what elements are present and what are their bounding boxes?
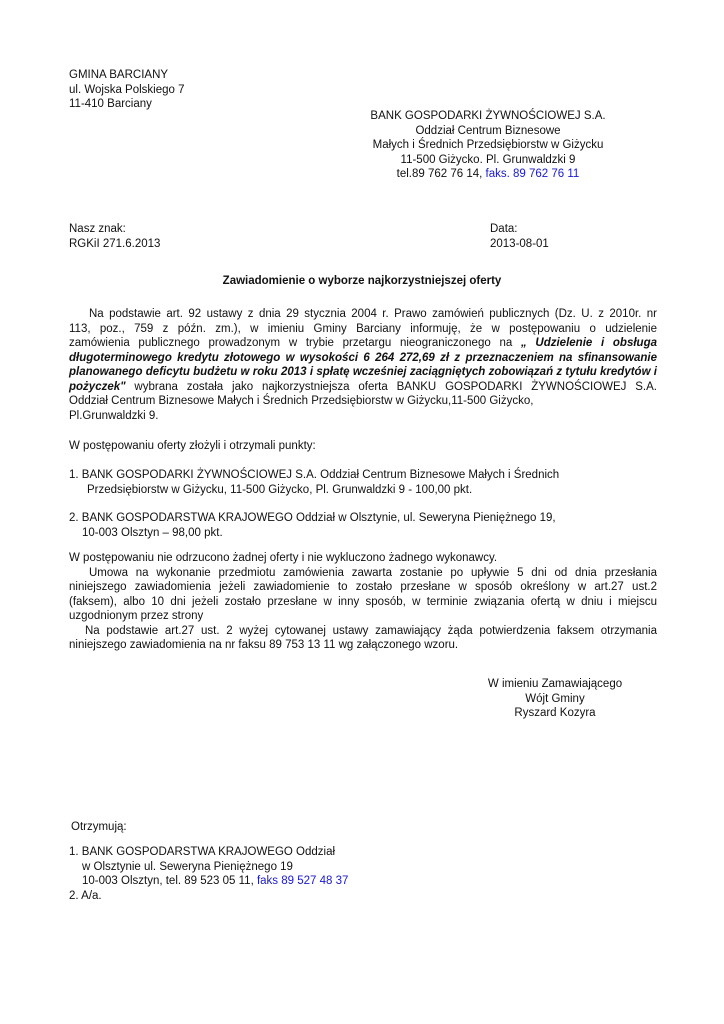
sender-name: GMINA BARCIANY — [69, 69, 169, 81]
offer-2-line-1: 2. BANK GOSPODARSTWA KRAJOWEGO Oddział w Olsztynie, ul. Seweryna Pieniężnego 19, — [69, 512, 556, 524]
p4-line-2: niniejszego zawiadomienia jeżeli zawiadomienie to zostało przesłane w sposób określony w art.27 ust.2 — [69, 581, 657, 593]
offer-item-2 — [69, 511, 556, 540]
p1-line-6: pożyczek" wybrana została jako najkorzystniejsza oferta BANKU GOSPODARKI ŻYWNOŚCIOWEJ S.A. — [69, 380, 657, 393]
receiver-1-line-2: w Olsztynie ul. Seweryna Pieniężnego 19 — [82, 860, 293, 873]
p5-line-1: Na podstawie art.27 ust. 2 wyżej cytowanej ustawy zamawiający żąda potwierdzenia faksem otrzymania — [85, 624, 657, 637]
sender-city: 11-410 Barciany — [69, 98, 152, 110]
reference-block — [69, 222, 160, 251]
p1-line-2: 113, poz., 759 z późn. zm.), w imieniu Gminy Barciany informuję, że w postępowaniu o udzielenie — [69, 322, 657, 335]
date-label: Data: — [490, 223, 518, 235]
signature-line-1: W imieniu Zamawiającego — [487, 678, 623, 690]
offer-1-line-1: 1. BANK GOSPODARKI ŻYWNOŚCIOWEJ S.A. Oddział Centrum Biznesowe Małych i Średnich — [69, 469, 560, 481]
paragraph-contract — [69, 551, 657, 653]
receivers-list — [69, 845, 348, 903]
p5-line-2: niniejszego zawiadomienia na nr faksu 89 753 13 11 wg załączonego wzoru. — [69, 639, 459, 651]
reference-value: RGKiI 271.6.2013 — [69, 237, 161, 250]
p1-line-4: długoterminowego kredytu złotowego w wysokości 6 264 272,69 zł z przeznaczeniem na sfinansowanie — [69, 351, 657, 364]
p1-line-7: Oddział Centrum Biznesowe Małych i Średnich Przedsiębiorstw w Giżycku,11-500 Giżycko, — [69, 395, 534, 407]
recipient-address — [348, 109, 628, 182]
receiver-1-line-1: 1. BANK GOSPODARSTWA KRAJOWEGO Oddział — [69, 846, 336, 858]
recipient-line-2: Oddział Centrum Biznesowe — [415, 124, 561, 137]
recipient-tel: tel.89 762 76 14, — [396, 168, 486, 180]
receivers-heading: Otrzymują: — [71, 821, 127, 833]
signature-line-3: Ryszard Kozyra — [514, 707, 596, 719]
recipient-line-3: Małych i Średnich Przedsiębiorstw w Giżycku — [372, 139, 604, 151]
p1-line-3: zamówienia publicznego prowadzonym w trybie przetargu nieograniczonego na „ Udzielenie i obsługa — [69, 337, 657, 349]
recipient-phone-line — [348, 167, 628, 182]
p4-line-3: (faksem), albo 10 dni jeżeli zostało przesłane w inny sposób, w terminie związania ofertą w dniu i miejscu — [69, 595, 657, 608]
recipient-line-1: BANK GOSPODARKI ŻYWNOŚCIOWEJ S.A. — [370, 110, 606, 122]
recipient-fax: faks. 89 762 76 11 — [485, 168, 580, 180]
document-title: Zawiadomienie o wyborze najkorzystniejszej oferty — [222, 275, 502, 287]
reference-label: Nasz znak: — [69, 223, 126, 235]
p4-line-4: uzgodnionym przez strony — [69, 610, 204, 622]
receiver-2: 2. A/a. — [69, 889, 102, 902]
offer-item-1 — [69, 468, 559, 497]
p1-line-5: planowanego deficytu budżetu w roku 2013 i spłatę wcześniej zaciągniętych zobowiązań z tytułu kredytów i — [69, 366, 657, 378]
sender-address — [69, 68, 184, 112]
receiver-1-line-3: 10-003 Olsztyn, tel. 89 523 05 11, faks 89 527 48 37 — [82, 875, 349, 887]
offer-2-line-2: 10-003 Olsztyn – 98,00 pkt. — [82, 526, 223, 539]
offer-1-line-2: Przedsiębiorstw w Giżycku, 11-500 Giżycko, Pl. Grunwaldzki 9 - 100,00 pkt. — [87, 483, 473, 496]
paragraph-decision — [69, 307, 657, 423]
p3-line: W postępowaniu nie odrzucono żadnej oferty i nie wykluczono żadnego wykonawcy. — [69, 552, 498, 564]
p1-line-8: Pl.Grunwaldzki 9. — [69, 409, 159, 422]
recipient-line-4: 11-500 Giżycko. Pl. Grunwaldzki 9 — [400, 153, 576, 166]
paragraph-offers-intro: W postępowaniu oferty złożyli i otrzymali punkty: — [69, 440, 316, 452]
date-value: 2013-08-01 — [490, 237, 549, 250]
sender-street: ul. Wojska Polskiego 7 — [69, 83, 185, 96]
date-block — [490, 222, 549, 251]
p1-line-1: Na podstawie art. 92 ustawy z dnia 29 stycznia 2004 r. Prawo zamówień publicznych (Dz. U. z 2010r. nr — [89, 308, 657, 320]
signature-line-2: Wójt Gminy — [525, 692, 585, 705]
p4-line-1: Umowa na wykonanie przedmiotu zamówienia zawarta zostanie po upływie 5 dni od dnia przesłania — [89, 566, 657, 579]
signature-block — [480, 677, 630, 721]
receiver-1-fax: faks 89 527 48 37 — [256, 875, 349, 887]
